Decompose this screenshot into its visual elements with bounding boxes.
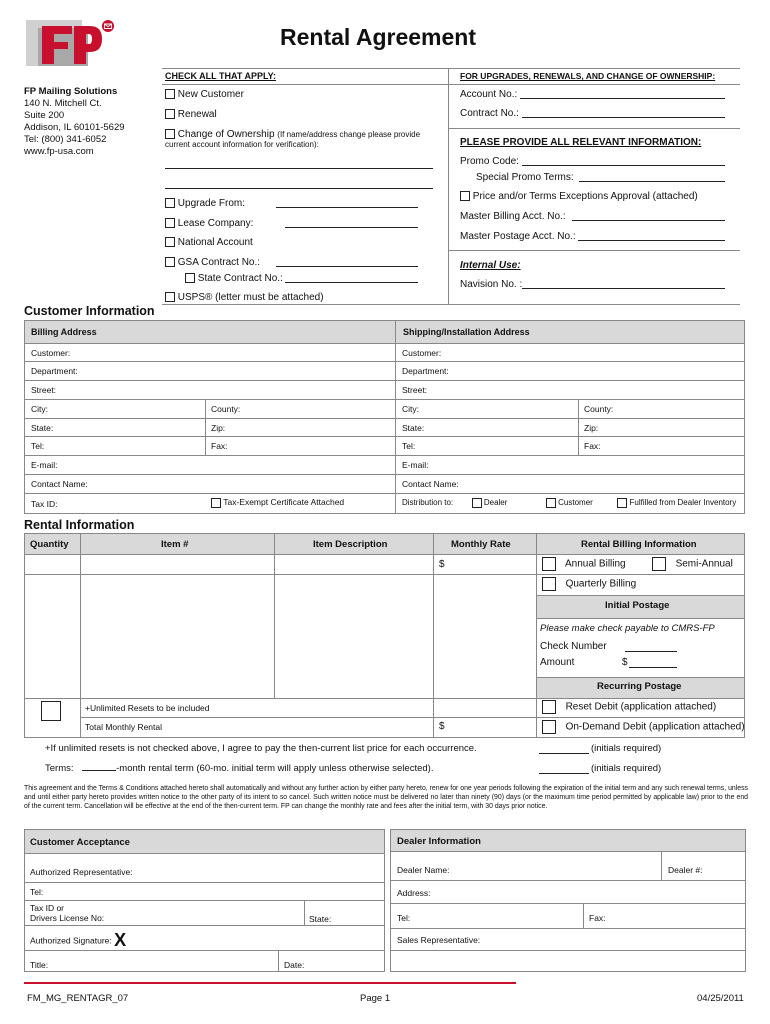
renewal-checkbox[interactable] bbox=[165, 109, 175, 119]
initials-label-1: (initials required) bbox=[591, 743, 662, 754]
company-city: Addison, IL 60101-5629 bbox=[24, 122, 125, 133]
change-ownership-line-1[interactable] bbox=[165, 168, 433, 169]
account-no-label: Account No.: bbox=[460, 89, 518, 100]
national-account-label: National Account bbox=[177, 237, 253, 248]
contract-no-field[interactable] bbox=[522, 117, 725, 118]
col-item: Item # bbox=[161, 539, 189, 550]
change-ownership-option[interactable] bbox=[165, 129, 447, 149]
make-check-note: Please make check payable to CMRS-FP bbox=[540, 623, 715, 634]
dealer-checkbox[interactable] bbox=[472, 498, 482, 508]
price-exceptions-option[interactable] bbox=[460, 191, 698, 202]
recurring-postage-header: Recurring Postage bbox=[597, 681, 682, 692]
ondemand-option[interactable] bbox=[542, 720, 745, 734]
billing-tel-field[interactable]: Tel: bbox=[31, 441, 45, 451]
amount-label: Amount bbox=[540, 657, 575, 668]
usps-option[interactable] bbox=[165, 292, 324, 303]
gsa-contract-option[interactable] bbox=[165, 257, 260, 268]
gsa-contract-label: GSA Contract No.: bbox=[177, 257, 261, 268]
master-billing-field[interactable] bbox=[572, 220, 725, 221]
company-name: FP Mailing Solutions bbox=[24, 86, 118, 97]
acceptance-title: Customer Acceptance bbox=[30, 837, 130, 848]
annual-billing-option[interactable] bbox=[542, 557, 626, 571]
dealer-fax-field[interactable]: Fax: bbox=[589, 913, 606, 923]
billing-department-field[interactable]: Department: bbox=[31, 366, 78, 376]
shipping-department-field[interactable]: Department: bbox=[402, 366, 449, 376]
footer-form-id: FM_MG_RENTAGR_07 bbox=[27, 993, 129, 1004]
usps-label: USPS® (letter must be attached) bbox=[177, 292, 324, 303]
rental-info-title: Rental Information bbox=[24, 518, 135, 532]
lease-company-checkbox[interactable] bbox=[165, 218, 175, 228]
unlimited-resets-checkbox[interactable] bbox=[41, 701, 61, 721]
acceptance-table bbox=[24, 829, 385, 972]
auth-signature-field[interactable] bbox=[30, 930, 126, 951]
tax-exempt-label: Tax-Exempt Certificate Attached bbox=[223, 497, 345, 507]
rental-info-table bbox=[24, 533, 745, 738]
unlimited-resets-label: +Unlimited Resets to be included bbox=[85, 703, 210, 713]
taxid-line2: Drivers License No: bbox=[30, 913, 105, 923]
signature-x: X bbox=[114, 930, 127, 950]
annual-billing-checkbox[interactable] bbox=[542, 557, 556, 571]
col-description: Item Description bbox=[313, 539, 388, 550]
provide-info-header: PLEASE PROVIDE ALL RELEVANT INFORMATION: bbox=[460, 137, 702, 148]
reset-debit-label: Reset Debit (application attached) bbox=[565, 701, 717, 713]
billing-address-header: Billing Address bbox=[31, 327, 97, 337]
change-note1: (If name/address change please provide bbox=[277, 130, 421, 139]
new-customer-checkbox[interactable] bbox=[165, 89, 175, 99]
upgrade-from-field[interactable] bbox=[276, 207, 418, 208]
billing-customer-field[interactable]: Customer: bbox=[31, 348, 71, 358]
distribution-label: Distribution to: bbox=[402, 498, 454, 508]
auth-signature-label: Authorized Signature: bbox=[30, 935, 112, 946]
semi-annual-option[interactable] bbox=[652, 557, 733, 571]
master-billing-label: Master Billing Acct. No.: bbox=[460, 211, 566, 222]
billing-fax-field[interactable]: Fax: bbox=[211, 441, 228, 451]
lease-company-field[interactable] bbox=[285, 227, 418, 228]
change-ownership-checkbox[interactable] bbox=[165, 129, 175, 139]
shipping-contact-field[interactable]: Contact Name: bbox=[402, 479, 459, 489]
internal-use-label: Internal Use: bbox=[460, 260, 521, 271]
col-monthly-rate: Monthly Rate bbox=[451, 539, 511, 550]
dealer-address-field[interactable]: Address: bbox=[397, 888, 431, 898]
total-dollar: $ bbox=[439, 721, 445, 732]
company-address bbox=[24, 86, 125, 158]
page-title: Rental Agreement bbox=[280, 24, 476, 50]
gsa-contract-checkbox[interactable] bbox=[165, 257, 175, 267]
shipping-city-field[interactable]: City: bbox=[402, 404, 419, 414]
upgrade-from-label: Upgrade From: bbox=[177, 198, 246, 209]
contract-no-label: Contract No.: bbox=[460, 108, 519, 119]
amount-field[interactable] bbox=[629, 667, 677, 668]
state-contract-field[interactable] bbox=[285, 282, 418, 283]
navision-field[interactable] bbox=[522, 288, 725, 289]
sales-rep-field[interactable]: Sales Representative: bbox=[397, 935, 481, 945]
billing-email-field[interactable]: E-mail: bbox=[31, 460, 58, 470]
shipping-customer-field[interactable]: Customer: bbox=[402, 348, 442, 358]
billing-county-field[interactable]: County: bbox=[211, 404, 241, 414]
renewal-label: Renewal bbox=[177, 109, 217, 120]
dealer-number-field[interactable]: Dealer #: bbox=[668, 865, 703, 875]
new-customer-option[interactable] bbox=[165, 89, 244, 100]
usps-checkbox[interactable] bbox=[165, 292, 175, 302]
total-monthly-label: Total Monthly Rental bbox=[85, 722, 163, 732]
upgrades-header: FOR UPGRADES, RENEWALS, AND CHANGE OF OWNERSHIP: bbox=[460, 71, 716, 81]
check-all-header: CHECK ALL THAT APPLY: bbox=[165, 71, 277, 81]
initials-field-2[interactable] bbox=[539, 773, 589, 774]
initials-field-1[interactable] bbox=[539, 753, 589, 754]
terms-row bbox=[45, 763, 433, 774]
billing-street-field[interactable]: Street: bbox=[31, 385, 57, 395]
new-customer-label: New Customer bbox=[177, 89, 244, 100]
dealer-table bbox=[390, 829, 746, 972]
shipping-tel-field[interactable]: Tel: bbox=[402, 441, 416, 451]
renewal-option[interactable] bbox=[165, 109, 217, 120]
amount-dollar: $ bbox=[622, 657, 628, 668]
tax-id-field[interactable]: Tax ID: bbox=[31, 499, 58, 509]
change-note2: current account information for verification): bbox=[165, 140, 319, 149]
state-contract-option[interactable] bbox=[185, 273, 283, 284]
shipping-state-field[interactable]: State: bbox=[402, 423, 425, 433]
billing-state-field[interactable]: State: bbox=[31, 423, 54, 433]
national-account-checkbox[interactable] bbox=[165, 237, 175, 247]
master-postage-label: Master Postage Acct. No.: bbox=[460, 231, 576, 242]
billing-city-field[interactable]: City: bbox=[31, 404, 48, 414]
col-billing-info: Rental Billing Information bbox=[581, 539, 697, 550]
quarterly-billing-label: Quarterly Billing bbox=[565, 578, 637, 590]
taxid-line1: Tax ID or bbox=[30, 903, 65, 913]
customer-info-table bbox=[24, 320, 745, 514]
shipping-address-header: Shipping/Installation Address bbox=[403, 327, 530, 337]
national-account-option[interactable] bbox=[165, 237, 253, 248]
shipping-zip-field[interactable]: Zip: bbox=[584, 423, 599, 433]
company-logo bbox=[24, 18, 116, 70]
rate-dollar: $ bbox=[439, 559, 445, 570]
quarterly-billing-option[interactable] bbox=[542, 577, 636, 591]
acceptance-state-field[interactable]: State: bbox=[309, 914, 332, 924]
upgrade-from-option[interactable] bbox=[165, 198, 245, 209]
acceptance-tel-field[interactable]: Tel: bbox=[30, 887, 44, 897]
billing-contact-field[interactable]: Contact Name: bbox=[31, 479, 88, 489]
company-address2: Suite 200 bbox=[24, 110, 65, 121]
ondemand-label: On-Demand Debit (application attached) bbox=[565, 721, 745, 733]
special-promo-label: Special Promo Terms: bbox=[476, 172, 574, 183]
title-field[interactable]: Title: bbox=[30, 960, 49, 970]
promo-code-field[interactable] bbox=[522, 165, 725, 166]
terms-label: Terms: bbox=[45, 763, 74, 774]
customer-label: Customer bbox=[558, 498, 593, 508]
customer-info-title: Customer Information bbox=[24, 304, 155, 318]
billing-zip-field[interactable]: Zip: bbox=[211, 423, 226, 433]
company-address1: 140 N. Mitchell Ct. bbox=[24, 98, 102, 109]
special-promo-field[interactable] bbox=[579, 181, 725, 182]
lease-company-option[interactable] bbox=[165, 218, 253, 229]
col-quantity: Quantity bbox=[30, 539, 69, 550]
dealer-title: Dealer Information bbox=[397, 836, 481, 847]
fulfilled-label: Fulfilled from Dealer Inventory bbox=[629, 498, 737, 508]
gsa-contract-field[interactable] bbox=[276, 266, 418, 267]
footer-rule bbox=[24, 982, 516, 984]
change-ownership-line-2[interactable] bbox=[165, 188, 433, 189]
shipping-email-field[interactable]: E-mail: bbox=[402, 460, 429, 470]
reset-debit-option[interactable] bbox=[542, 700, 716, 714]
reset-debit-checkbox[interactable] bbox=[542, 700, 556, 714]
shipping-county-field[interactable]: County: bbox=[584, 404, 614, 414]
lease-company-label: Lease Company: bbox=[177, 218, 254, 229]
date-field[interactable]: Date: bbox=[284, 960, 305, 970]
customer-checkbox[interactable] bbox=[546, 498, 556, 508]
navision-label: Navision No. : bbox=[460, 279, 523, 290]
footer-page: Page 1 bbox=[360, 993, 391, 1004]
master-postage-field[interactable] bbox=[578, 240, 725, 241]
initials-label-2: (initials required) bbox=[591, 763, 662, 774]
quarterly-billing-checkbox[interactable] bbox=[542, 577, 556, 591]
footer-date: 04/25/2011 bbox=[697, 993, 744, 1004]
check-number-field[interactable] bbox=[625, 651, 677, 652]
terms-months-field[interactable] bbox=[82, 770, 116, 771]
dealer-name-field[interactable]: Dealer Name: bbox=[397, 865, 450, 875]
state-contract-label: State Contract No.: bbox=[197, 273, 283, 284]
semi-annual-checkbox[interactable] bbox=[652, 557, 666, 571]
auth-rep-field[interactable]: Authorized Representative: bbox=[30, 867, 133, 877]
initial-postage-header: Initial Postage bbox=[605, 600, 670, 611]
company-tel: Tel: (800) 341-6052 bbox=[24, 134, 107, 145]
company-web: www.fp-usa.com bbox=[24, 146, 94, 157]
ondemand-checkbox[interactable] bbox=[542, 720, 556, 734]
tax-exempt-checkbox[interactable] bbox=[211, 498, 221, 508]
promo-code-label: Promo Code: bbox=[460, 156, 519, 167]
price-exceptions-checkbox[interactable] bbox=[460, 191, 470, 201]
unlimited-resets-checkbox-cell[interactable] bbox=[41, 701, 61, 721]
account-no-field[interactable] bbox=[520, 98, 725, 99]
dealer-tel-field[interactable]: Tel: bbox=[397, 913, 411, 923]
state-contract-checkbox[interactable] bbox=[185, 273, 195, 283]
unlimited-note: +If unlimited resets is not checked above, I agree to pay the then-current list price for each occurrence. bbox=[45, 743, 477, 754]
check-number-label: Check Number bbox=[540, 641, 607, 652]
shipping-fax-field[interactable]: Fax: bbox=[584, 441, 601, 451]
dealer-label: Dealer bbox=[483, 498, 508, 508]
annual-billing-label: Annual Billing bbox=[565, 558, 626, 570]
change-ownership-label: Change of Ownership bbox=[177, 129, 275, 140]
upgrade-from-checkbox[interactable] bbox=[165, 198, 175, 208]
shipping-street-field[interactable]: Street: bbox=[402, 385, 428, 395]
fulfilled-checkbox[interactable] bbox=[617, 498, 627, 508]
tax-id-license-field[interactable] bbox=[30, 903, 104, 923]
price-exceptions-label: Price and/or Terms Exceptions Approval (attached) bbox=[472, 191, 698, 202]
tax-exempt-option[interactable] bbox=[211, 497, 344, 508]
legal-text: This agreement and the Terms & Conditions attached hereto shall automatically and without any further action by either party hereto, renew for one year periods following the expiration of the initial term and any such renewal terms, unless and until either party hereto provides written notice to the other party of its intent to so cancel. Such written notice must be delivered no later than ninety (90) days (or the maximum time period permitted by applicable law) prior to the end of the current term. Cancellation will be effective at the end of the then-current term. FP can change the monthly rate and fees after the initial term, with 30 days prior notice. bbox=[24, 785, 748, 811]
terms-text: -month rental term (60-mo. initial term will apply unless otherwise selected). bbox=[116, 763, 434, 774]
distribution-row bbox=[402, 498, 736, 508]
semi-annual-label: Semi-Annual bbox=[675, 558, 733, 570]
